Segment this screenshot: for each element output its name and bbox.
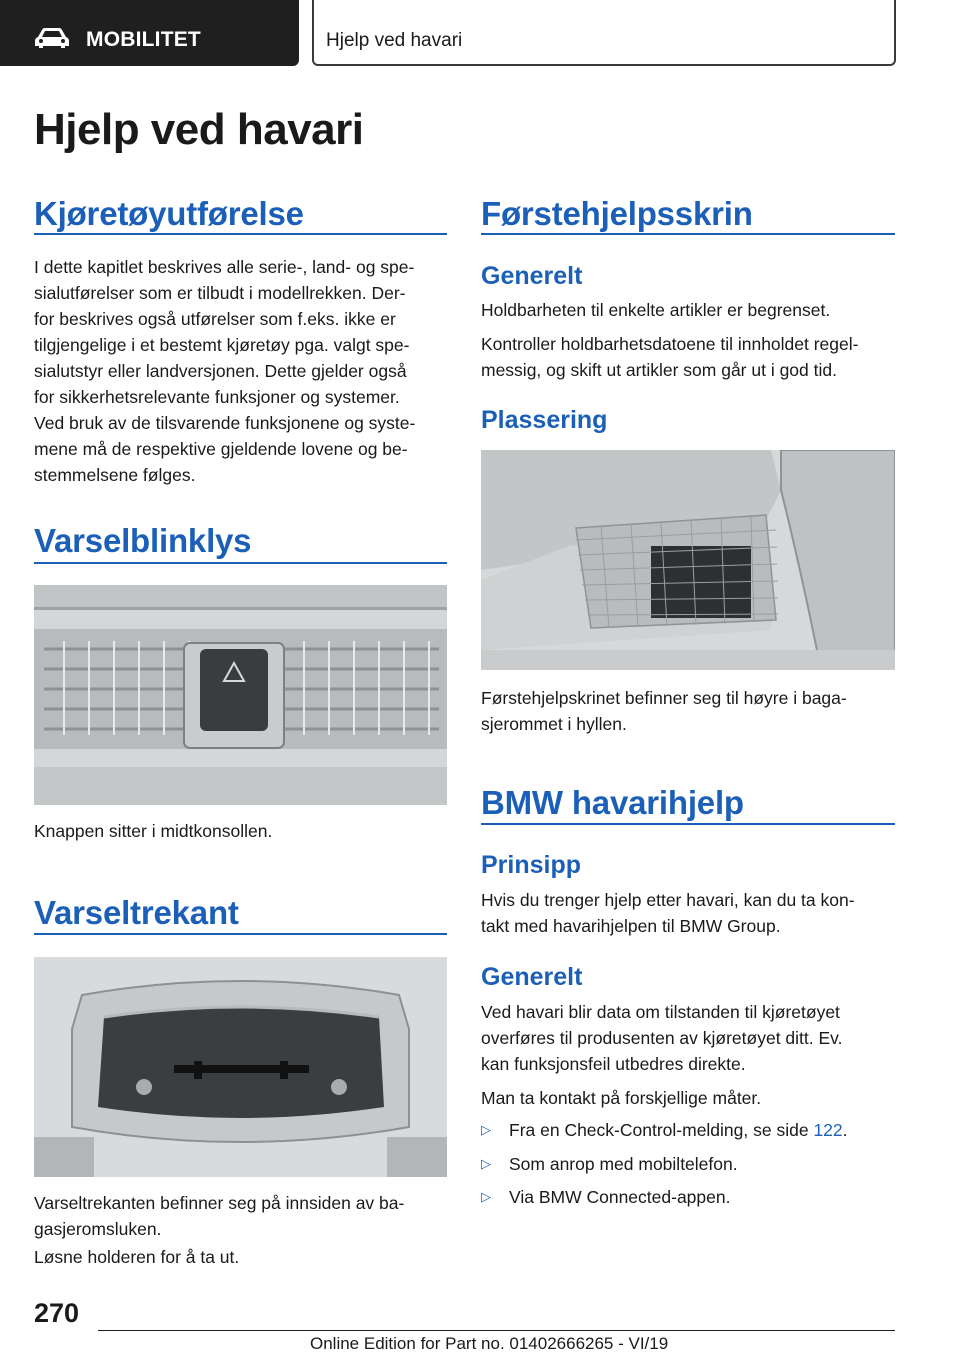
list-item — [481, 1151, 738, 1177]
text-line: sialutstyr eller landversjonen. Dette gjelder også — [34, 361, 407, 381]
heading-kjoretoyutforelse: Kjøretøyutførelse — [34, 195, 304, 232]
heading-forstehjelpsskrin: Førstehjelpsskrin — [481, 195, 753, 232]
page-link-122[interactable]: 122 — [813, 1120, 843, 1140]
list-item-label: Som anrop med mobiltelefon. — [509, 1154, 738, 1174]
breadcrumb-label: Hjelp ved havari — [326, 30, 463, 51]
heading-rule — [34, 233, 447, 235]
header-section-tab — [0, 0, 299, 66]
list-item-text — [509, 1117, 848, 1143]
heading-rule — [481, 823, 895, 825]
footer-rule — [98, 1330, 895, 1331]
paragraph-havari-data — [481, 999, 842, 1077]
hazard-button-photo — [34, 585, 447, 805]
page-number: 270 — [34, 1298, 80, 1328]
text-line: I dette kapitlet beskrives alle serie-, land- og spe- — [34, 257, 415, 277]
text-line: Varseltrekanten befinner seg på innsiden av ba- — [34, 1193, 405, 1213]
caption-varselblinklys: Knappen sitter i midtkonsollen. — [34, 821, 273, 841]
heading-varselblinklys: Varselblinklys — [34, 522, 252, 559]
subheading-generelt-2: Generelt — [481, 963, 583, 991]
list-item-suffix: . — [842, 1120, 848, 1140]
text-line: sjerommet i hyllen. — [481, 714, 627, 734]
subheading-plassering: Plassering — [481, 406, 608, 434]
text-line: Hvis du trenger hjelp etter havari, kan du ta kon- — [481, 890, 855, 910]
triangle-bullet-icon: ▷ — [481, 1189, 491, 1204]
text-line: takt med havarihjelpen til BMW Group. — [481, 916, 781, 936]
paragraph-holdbarhet: Holdbarheten til enkelte artikler er begrenset. — [481, 300, 831, 320]
trunk-lid-photo — [34, 957, 447, 1177]
first-aid-kit-photo — [481, 450, 895, 670]
paragraph-kontroller — [481, 331, 858, 383]
text-line: Ved havari blir data om tilstanden til kjøretøyet — [481, 1002, 840, 1022]
paragraph-kjoretoyutforelse — [34, 254, 449, 488]
heading-varseltrekant: Varseltrekant — [34, 894, 239, 931]
caption-varseltrekant — [34, 1190, 404, 1242]
page-title: Hjelp ved havari — [34, 105, 364, 154]
text-line: overføres til produsenten av kjøretøyet ditt. Ev. — [481, 1028, 843, 1048]
heading-bmw-havarihjelp: BMW havarihjelp — [481, 784, 744, 821]
text-line: Ved bruk av de tilsvarende funksjonene og syste- — [34, 413, 416, 433]
breadcrumb — [312, 0, 896, 66]
text-line: kan funksjonsfeil utbedres direkte. — [481, 1054, 746, 1074]
list-item-label: Via BMW Connected-appen. — [509, 1187, 731, 1207]
heading-rule — [481, 233, 895, 235]
text-line: Kontroller holdbarhetsdatoene til innholdet regel- — [481, 334, 859, 354]
caption-forstehjelpsskrin — [481, 685, 847, 737]
text-line: messig, og skift ut artikler som går ut i god tid. — [481, 360, 837, 380]
paragraph-prinsipp — [481, 887, 855, 939]
text-line: mene må de respektive gjeldende lovene og be- — [34, 439, 408, 459]
text-line: for beskrives også utførelser som f.eks. ikke er — [34, 309, 396, 329]
paragraph-losne-holderen: Løsne holderen for å ta ut. — [34, 1247, 240, 1267]
text-line: tilgjengelige i et bestemt kjøretøy pga. valgt spe- — [34, 335, 410, 355]
text-line: for sikkerhetsrelevante funksjoner og systemer. — [34, 387, 400, 407]
list-item — [481, 1117, 848, 1143]
text-line: stemmelsene følges. — [34, 465, 196, 485]
text-line: sialutførelser som er tilbudt i modellrekken. Der- — [34, 283, 406, 303]
text-line: gasjeromsluken. — [34, 1219, 162, 1239]
car-icon — [34, 27, 70, 49]
paragraph-kontakt: Man ta kontakt på forskjellige måter. — [481, 1088, 762, 1108]
list-item-label: Fra en Check-Control-melding, se side — [509, 1120, 814, 1140]
subheading-generelt: Generelt — [481, 262, 583, 290]
triangle-bullet-icon: ▷ — [481, 1122, 491, 1137]
section-label: MOBILITET — [86, 28, 201, 51]
triangle-bullet-icon: ▷ — [481, 1156, 491, 1171]
heading-rule — [34, 562, 447, 564]
footer-edition: Online Edition for Part no. 01402666265 - VI/19 — [310, 1334, 669, 1353]
subheading-prinsipp: Prinsipp — [481, 851, 582, 879]
text-line: Førstehjelpskrinet befinner seg til høyre i baga- — [481, 688, 847, 708]
list-item — [481, 1184, 730, 1210]
heading-rule — [34, 933, 447, 935]
